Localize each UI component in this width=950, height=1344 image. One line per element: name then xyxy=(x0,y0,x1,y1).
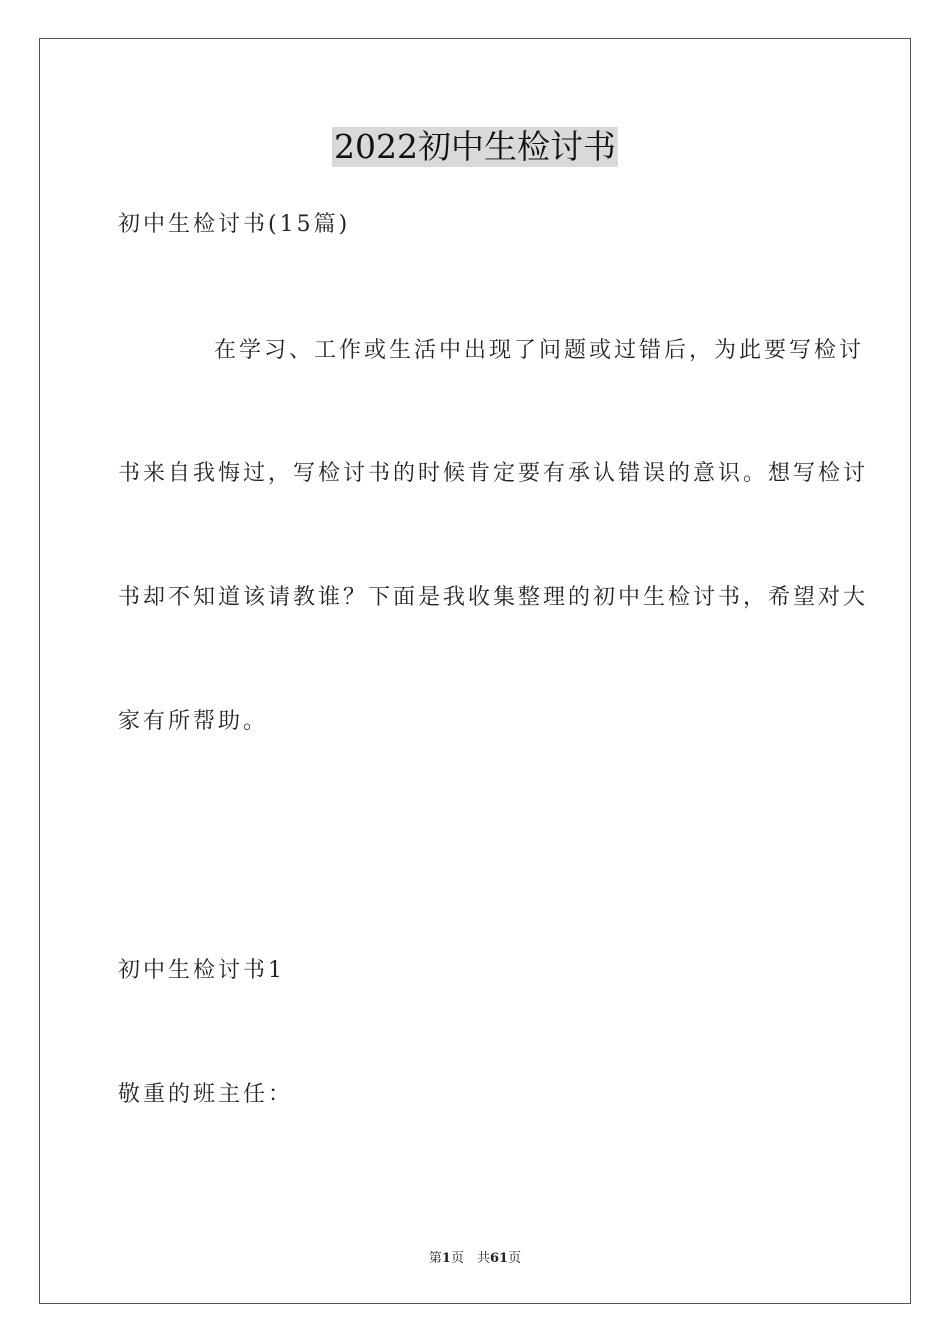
footer-page-prefix: 第 xyxy=(428,1251,442,1266)
intro-line-2: 书来自我悔过，写检讨书的时候肯定要有承认错误的意识。想写检讨 xyxy=(118,461,869,486)
footer-page-suffix: 页 xyxy=(508,1251,522,1266)
footer-total-pages: 61 xyxy=(489,1251,509,1266)
footer-page-mid: 页 共 xyxy=(450,1251,490,1266)
document-title: 2022初中生检讨书 xyxy=(334,127,616,166)
intro-line-1: 在学习、工作或生活中出现了问题或过错后，为此要写检讨 xyxy=(214,338,865,363)
page-footer xyxy=(0,1247,950,1266)
section-heading: 初中生检讨书1 xyxy=(118,958,285,983)
intro-line-4: 家有所帮助。 xyxy=(118,709,269,734)
document-subtitle: 初中生检讨书(15篇) xyxy=(118,212,351,237)
salutation: 敬重的班主任： xyxy=(118,1082,294,1107)
intro-line-3: 书却不知道该请教谁？下面是我收集整理的初中生检讨书，希望对大 xyxy=(118,585,869,610)
document-title-wrapper xyxy=(0,127,950,167)
footer-page-number: 1 xyxy=(441,1251,451,1266)
